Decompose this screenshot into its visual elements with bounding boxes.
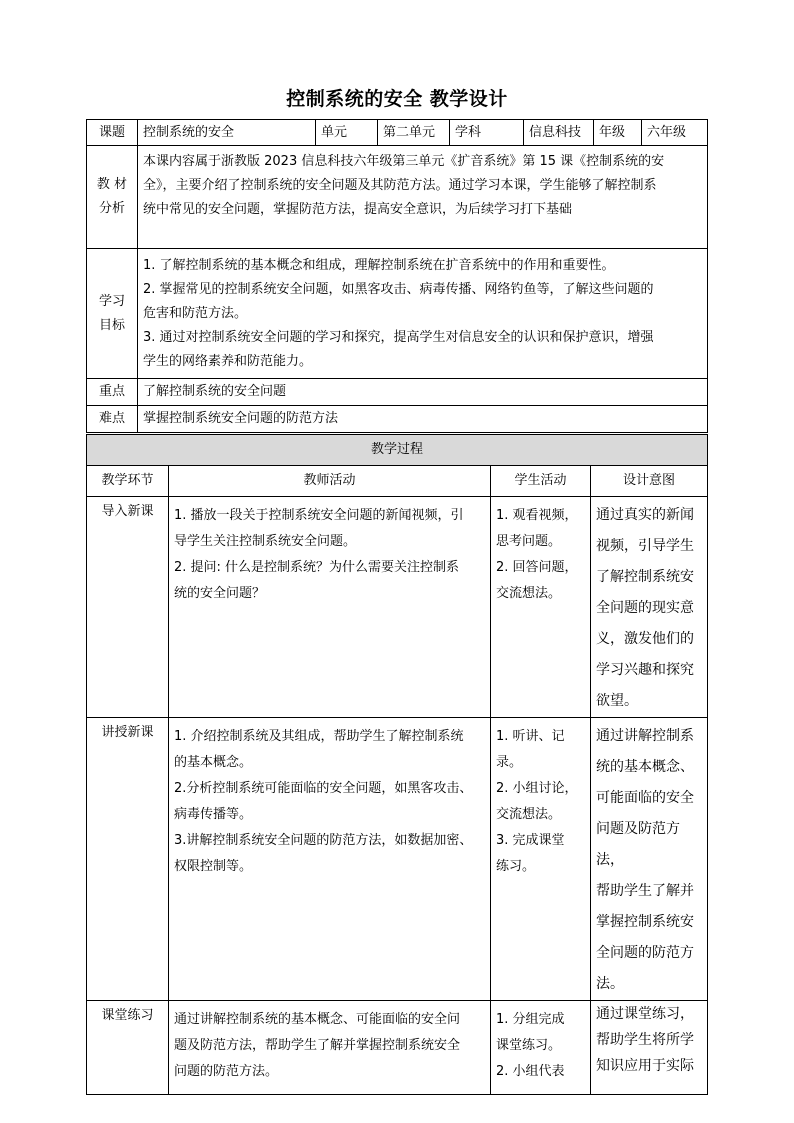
- process-header: 教学过程: [87, 435, 708, 466]
- student-activity: 1. 观看视频， 思考问题。 2. 回答问题， 交流想法。: [491, 497, 591, 718]
- unit-value: 第二单元: [378, 120, 450, 146]
- difficulty-value: 掌握控制系统安全问题的防范方法: [138, 406, 708, 433]
- design-intent: 通过真实的新闻 视频，引导学生 了解控制系统安 全问题的现实意 义，激发他们的 学习兴趣和探究 欲望。: [591, 497, 708, 718]
- table-row: [87, 1001, 708, 1095]
- goals-row: [87, 249, 708, 379]
- grade-label: 年级: [594, 120, 642, 146]
- table-row: [87, 497, 708, 718]
- key-point-label: 重点: [87, 379, 138, 406]
- document-title: 控制系统的安全 教学设计: [286, 88, 508, 110]
- column-header: 教师活动: [169, 466, 491, 497]
- student-activity: 1. 分组完成 课堂练习。 2. 小组代表: [491, 1001, 591, 1095]
- process-header-row: [87, 435, 708, 466]
- unit-label: 单元: [316, 120, 378, 146]
- stage-cell: 导入新课: [87, 497, 169, 718]
- teacher-activity: 1. 介绍控制系统及其组成，帮助学生了解控制系统 的基本概念。 2.分析控制系统可能面临的安全问题，如黑客攻击、 病毒传播等。 3.讲解控制系统安全问题的防范方法，如数据加密、 权限控制等。: [169, 718, 491, 1001]
- stage-cell: 课堂练习: [87, 1001, 169, 1095]
- teacher-activity: 1. 播放一段关于控制系统安全问题的新闻视频，引 导学生关注控制系统安全问题。 2. 提问: 什么是控制系统？为什么需要关注控制系 统的安全问题？: [169, 497, 491, 718]
- key-point-value: 了解控制系统的安全问题: [138, 379, 708, 406]
- table-row: [87, 718, 708, 1001]
- design-intent: 通过课堂练习， 帮助学生将所学 知识应用于实际: [591, 1001, 708, 1095]
- difficulty-row: [87, 406, 708, 433]
- column-header: 设计意图: [591, 466, 708, 497]
- goals-label: 学习 目标: [87, 249, 138, 379]
- difficulty-label: 难点: [87, 406, 138, 433]
- topic-label: 课题: [87, 120, 138, 146]
- column-header: 教学环节: [87, 466, 169, 497]
- design-intent: 通过讲解控制系 统的基本概念、 可能面临的安全 问题及防范方法， 帮助学生了解并 掌握控制系统安 全问题的防范方 法。: [591, 718, 708, 1001]
- material-label: 教 材 分析: [87, 146, 138, 249]
- student-activity: 1. 听讲、记录。 2. 小组讨论， 交流想法。 3. 完成课堂 练习。: [491, 718, 591, 1001]
- key-point-row: [87, 379, 708, 406]
- goals-text: 1. 了解控制系统的基本概念和组成，理解控制系统在扩音系统中的作用和重要性。 2. 掌握常见的控制系统安全问题，如黑客攻击、病毒传播、网络钓鱼等，了解这些问题的 危害和防范方法。 3. 通过对控制系统安全问题的学习和探究，提高学生对信息安全的认识和保护意识，增强 学生的网络素养和防范能力。: [138, 249, 708, 379]
- subject-value: 信息科技: [524, 120, 594, 146]
- lesson-info-table: [86, 119, 708, 433]
- stage-cell: 讲授新课: [87, 718, 169, 1001]
- material-row: [87, 146, 708, 249]
- teacher-activity: 通过讲解控制系统的基本概念、可能面临的安全问 题及防范方法，帮助学生了解并掌握控制系统安全 问题的防范方法。: [169, 1001, 491, 1095]
- process-columns-row: [87, 466, 708, 497]
- column-header: 学生活动: [491, 466, 591, 497]
- subject-label: 学科: [450, 120, 524, 146]
- info-row: [87, 120, 708, 146]
- teaching-process-table: [86, 434, 708, 1095]
- topic-value: 控制系统的安全: [138, 120, 316, 146]
- material-text: 本课内容属于浙教版 2023 信息科技六年级第三单元《扩音系统》第 15 课《控制系统的安 全》，主要介绍了控制系统的安全问题及其防范方法。通过学习本课，学生能够了解控制系 统中常见的安全问题，掌握防范方法，提高安全意识，为后续学习打下基础: [138, 146, 708, 249]
- grade-value: 六年级: [642, 120, 708, 146]
